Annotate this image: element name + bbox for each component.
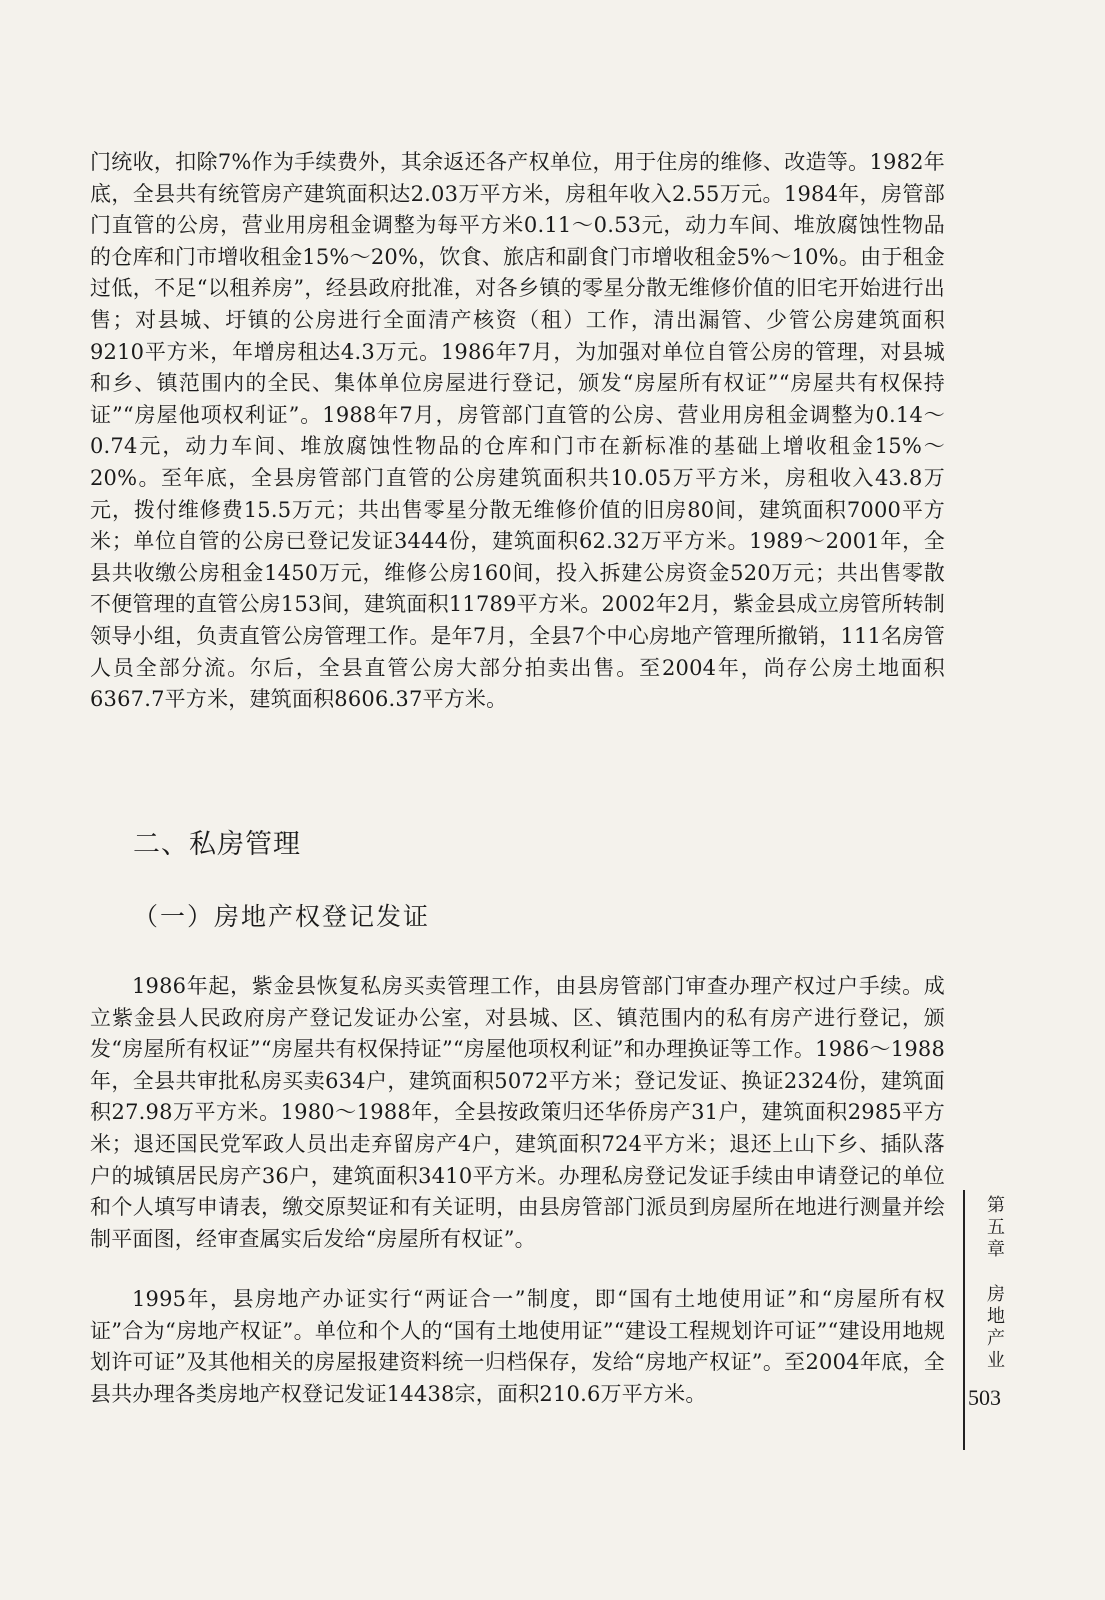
- running-chapter-label: 第五章: [987, 1195, 1005, 1260]
- margin-divider-line: [963, 1190, 965, 1450]
- body-paragraph-3: 1995年，县房地产办证实行“两证合一”制度，即“国有土地使用证”和“房屋所有权证”合为“房地产权证”。单位和个人的“国有土地使用证”“建设工程规划许可证”“建设用地规划许可证”及其他相关的房屋报建资料统一归档保存，发给“房地产权证”。至2004年底，全县共办理各类房地产权登记发证14438宗，面积210.6万平方米。: [90, 1287, 945, 1406]
- section-heading: 二、私房管理: [133, 829, 301, 860]
- subsection-heading: （一）房地产权登记发证: [133, 902, 431, 931]
- body-paragraph-2: 1986年起，紫金县恢复私房买卖管理工作，由县房管部门审查办理产权过户手续。成立紫金县人民政府房产登记发证办公室，对县城、区、镇范围内的私有房产进行登记，颁发“房屋所有权证”“房屋共有权保持证”“房屋他项权利证”和办理换证等工作。1986～1988年，全县共审批私房买卖634户，建筑面积5072平方米；登记发证、换证2324份，建筑面积27.98万平方米。1980～1988年，全县按政策归还华侨房产31户，建筑面积2985平方米；退还国民党军政人员出走弃留房产4户，建筑面积724平方米；退还上山下乡、插队落户的城镇居民房产36户，建筑面积3410平方米。办理私房登记发证手续由申请登记的单位和个人填写申请表，缴交原契证和有关证明，由县房管部门派员到房屋所在地进行测量并绘制平面图，经审查属实后发给“房屋所有权证”。: [90, 974, 945, 1251]
- running-section-label: 房地产业: [987, 1284, 1005, 1371]
- page-number: 503: [968, 1385, 1001, 1410]
- body-paragraph-1: 门统收，扣除7%作为手续费外，其余返还各产权单位，用于住房的维修、改造等。1982年底，全县共有统管房产建筑面积达2.03万平方米，房租年收入2.55万元。1984年，房管部门直管的公房，营业用房租金调整为每平方米0.11～0.53元，动力车间、堆放腐蚀性物品的仓库和门市增收租金15%～20%，饮食、旅店和副食门市增收租金5%～10%。由于租金过低，不足“以租养房”，经县政府批准，对各乡镇的零星分散无维修价值的旧宅开始进行出售；对县城、圩镇的公房进行全面清产核资（租）工作，清出漏管、少管公房建筑面积9210平方米，年增房租达4.3万元。1986年7月，为加强对单位自管公房的管理，对县城和乡、镇范围内的全民、集体单位房屋进行登记，颁发“房屋所有权证”“房屋共有权保持证”“房屋他项权利证”。1988年7月，房管部门直管的公房、营业用房租金调整为0.14～0.74元，动力车间、堆放腐蚀性物品的仓库和门市在新标准的基础上增收租金15%～20%。至年底，全县房管部门直管的公房建筑面积共10.05万平方米，房租收入43.8万元，拨付维修费15.5万元；共出售零星分散无维修价值的旧房80间，建筑面积7000平方米；单位自管的公房已登记发证3444份，建筑面积62.32万平方米。1989～2001年，全县共收缴公房租金1450万元，维修公房160间，投入拆建公房资金520万元；共出售零散不便管理的直管公房153间，建筑面积11789平方米。2002年2月，紫金县成立房管所转制领导小组，负责直管公房管理工作。是年7月，全县7个中心房地产管理所撤销，111名房管人员全部分流。尔后，全县直管公房大部分拍卖出售。至2004年，尚存公房土地面积6367.7平方米，建筑面积8606.37平方米。: [90, 150, 945, 712]
